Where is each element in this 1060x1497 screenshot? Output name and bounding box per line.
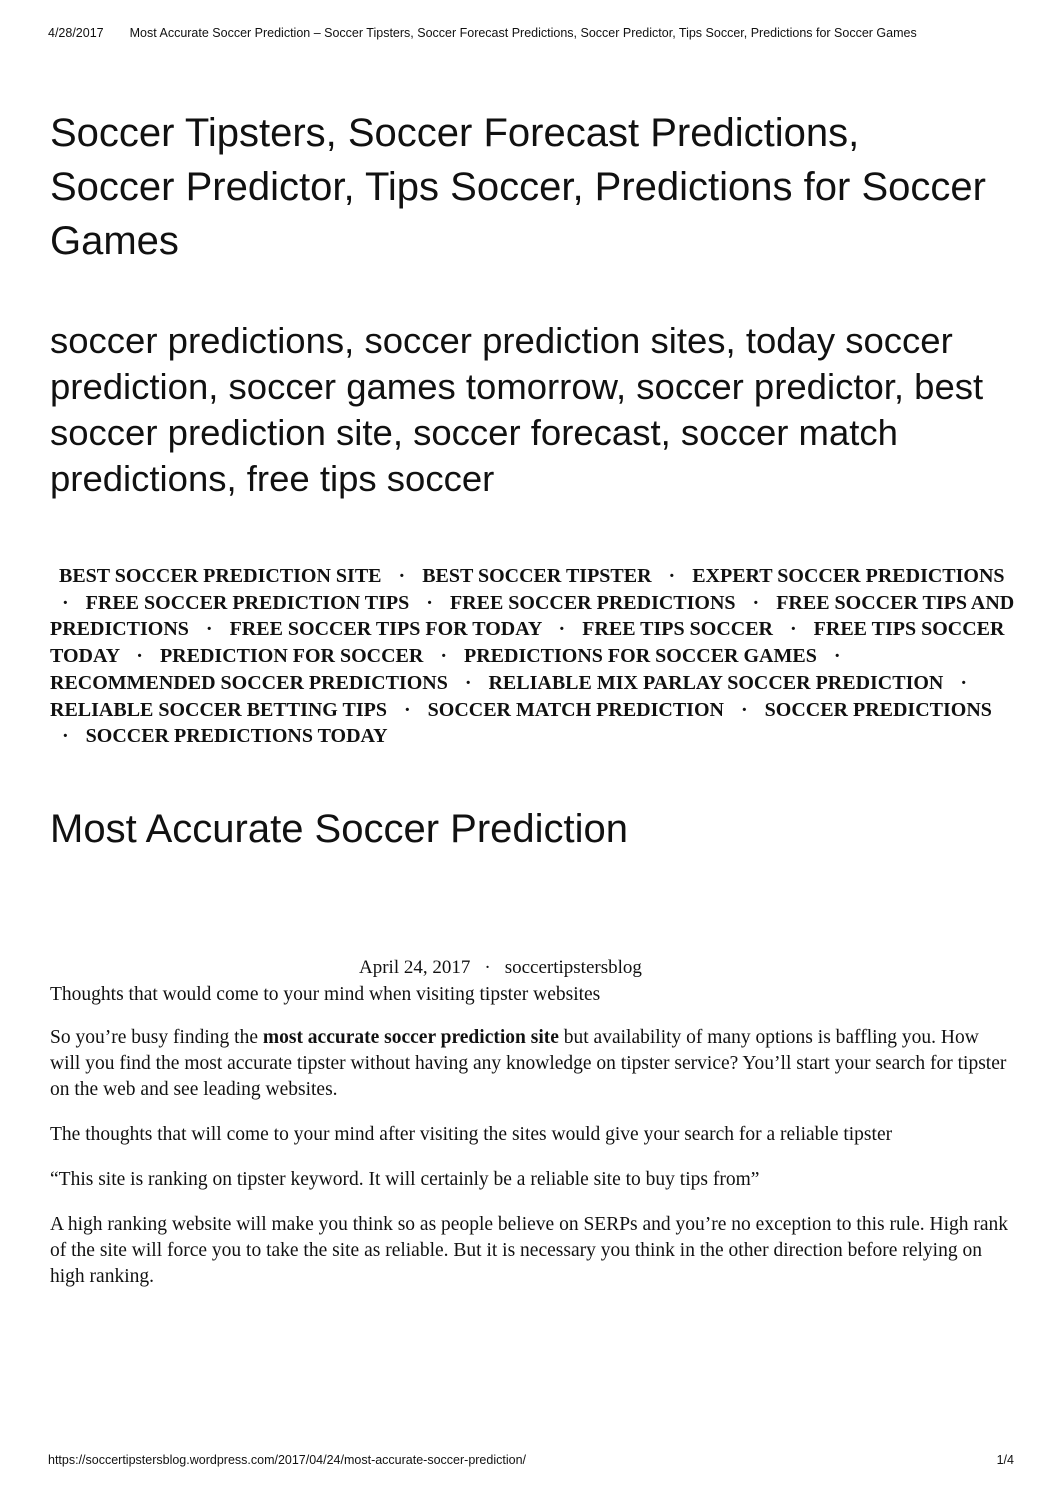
print-page-title: Most Accurate Soccer Prediction – Soccer Tipsters, Soccer Forecast Predictions, Soccer Predictor, Tips Soccer, Predictions for Soccer Games [129,26,917,40]
site-description: soccer predictions, soccer prediction sites, today soccer prediction, soccer games tomorrow, soccer predictor, best soccer prediction site, soccer forecast, soccer match predictions, free tips soccer [50,320,984,499]
tag-separator: · [790,618,797,641]
post-title[interactable]: Most Accurate Soccer Prediction [50,807,629,851]
page-number: 1/4 [996,1453,1014,1467]
site-title[interactable]: Soccer Tipsters, Soccer Forecast Predictions, Soccer Predictor, Tips Soccer, Predictions for Soccer Games [50,111,986,263]
tag-link[interactable]: FREE SOCCER PREDICTION TIPS [85,591,410,614]
tag-separator: · [960,671,968,694]
post-author-link[interactable]: soccertipstersblog [504,957,642,978]
post-paragraph [50,1025,1010,1103]
tag-separator: · [440,645,447,668]
tag-link[interactable]: FREE SOCCER PREDICTIONS [449,591,736,614]
tag-link[interactable]: FREE TIPS SOCCER [582,618,773,641]
tag-link[interactable]: SOCCER MATCH PREDICTION [427,698,724,721]
bold-keyword: most accurate soccer prediction site [262,1027,559,1048]
tag-link[interactable]: RECOMMENDED SOCCER PREDICTIONS [50,671,448,694]
tag-link[interactable]: PREDICTION FOR SOCCER [159,645,424,668]
tag-link[interactable]: RELIABLE MIX PARLAY SOCCER PREDICTION [488,671,944,694]
tag-link[interactable]: BEST SOCCER TIPSTER [422,565,652,587]
meta-separator: · [484,957,491,978]
tag-link[interactable]: EXPERT SOCCER PREDICTIONS [692,565,1005,587]
post-paragraph: A high ranking website will make you think so as people believe on SERPs and you’re no exception to this rule. High rank of the site will force you to take the site as reliable. But it is necessary you think in the other direction before relying on high ranking. [50,1214,1009,1287]
tag-separator: · [136,645,143,668]
tag-separator: · [740,698,748,721]
print-header [48,26,1020,40]
tag-separator: · [205,618,213,641]
tag-separator: · [464,671,472,694]
post-paragraph: Thoughts that would come to your mind when visiting tipster websites [50,984,601,1005]
tag-separator: · [426,591,433,614]
tag-link[interactable]: SOCCER PREDICTIONS [764,698,992,721]
tag-separator: · [752,591,760,614]
tag-link[interactable]: FREE TIPS SOCCER TODAY [50,618,1005,668]
tag-link[interactable]: RELIABLE SOCCER BETTING TIPS [50,698,387,721]
paragraph-text: So you’re busy finding the [50,1027,263,1048]
tag-separator: · [833,645,841,668]
page-url: https://soccertipstersblog.wordpress.com/2017/04/24/most-accurate-soccer-prediction/ [48,1453,526,1467]
paragraph-text: but availability of many options is baffling you. How will you find the most accurate tipster without having any knowledge on tipster service? You’ll start your search for tipster on the web and see leading websites. [50,1027,1007,1100]
tag-link[interactable]: PREDICTIONS FOR SOCCER GAMES [464,645,817,668]
tag-separator: · [668,565,676,587]
tag-separator: · [62,725,69,748]
post-quote: “This site is ranking on tipster keyword. It will certainly be a reliable site to buy tips from” [50,1169,760,1190]
tag-link[interactable]: SOCCER PREDICTIONS TODAY [85,725,388,748]
tag-separator: · [403,698,411,721]
post-date-link[interactable]: April 24, 2017 [359,957,471,978]
tag-link[interactable]: FREE SOCCER TIPS AND PREDICTIONS [50,591,1015,641]
post-body [50,982,1010,1309]
tag-separator: · [398,565,406,587]
post-paragraph: The thoughts that will come to your mind after visiting the sites would give your search for a reliable tipster [50,1124,893,1145]
tag-separator: · [62,591,69,614]
tag-separator: · [558,618,566,641]
tag-list [50,563,1015,750]
tag-link[interactable]: FREE SOCCER TIPS FOR TODAY [229,618,542,641]
post-meta [359,955,642,981]
print-date: 4/28/2017 [48,26,104,40]
tag-link[interactable]: BEST SOCCER PREDICTION SITE [59,565,382,587]
print-footer [48,1453,1014,1467]
